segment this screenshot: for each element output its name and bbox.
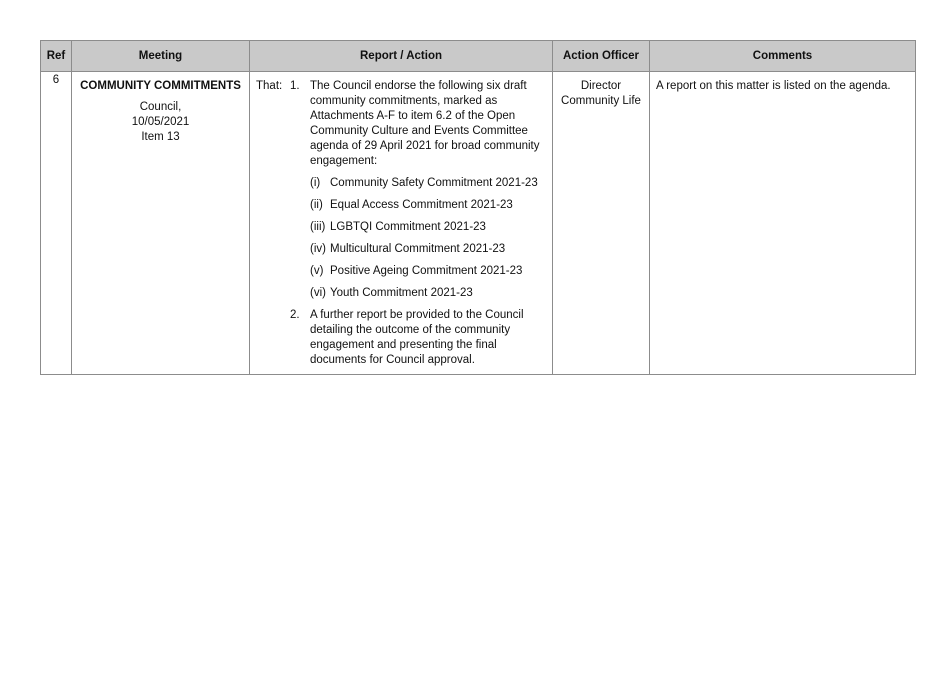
- sub-item-text: Youth Commitment 2021-23: [330, 287, 473, 299]
- sub-item-text: Equal Access Commitment 2021-23: [330, 199, 513, 211]
- officer-title: Director: [580, 80, 622, 92]
- sub-item: [310, 176, 546, 191]
- header-officer: Action Officer: [553, 41, 650, 72]
- item-text: The Council endorse the following six draft community commitments, marked as Attachments A-F to item 6.2 of the Open Community Culture and Events Committee agenda of 29 April 2021 for broad community engagement:: [310, 80, 540, 167]
- sub-item-number: (v): [310, 265, 324, 277]
- meeting-item: Item 13: [141, 131, 180, 143]
- ref-cell: 6: [41, 72, 72, 375]
- report-cell: [250, 72, 553, 375]
- item-number: 2.: [290, 309, 300, 321]
- meeting-body: Council,: [139, 101, 182, 113]
- sub-item-text: Positive Ageing Commitment 2021-23: [330, 265, 523, 277]
- item-number: 1.: [290, 80, 300, 92]
- sub-item-number: (iii): [310, 221, 326, 233]
- table-row: [41, 72, 916, 375]
- header-ref: Ref: [41, 41, 72, 72]
- header-report: Report / Action: [250, 41, 553, 72]
- sub-item-text: Multicultural Commitment 2021-23: [330, 243, 506, 255]
- sub-item-text: LGBTQI Commitment 2021-23: [330, 221, 486, 233]
- sub-item: [310, 198, 546, 213]
- meeting-date: 10/05/2021: [131, 116, 190, 128]
- sub-item: [310, 286, 546, 301]
- header-row: [41, 41, 916, 72]
- item-text: A further report be provided to the Council detailing the outcome of the community engagement and presenting the final documents for Council approval.: [310, 309, 524, 366]
- resolution-item-2: [256, 308, 546, 368]
- meeting-cell: [72, 72, 250, 375]
- sub-item-number: (vi): [310, 287, 326, 299]
- header-comments: Comments: [650, 41, 916, 72]
- header-meeting: Meeting: [72, 41, 250, 72]
- comments-cell: A report on this matter is listed on the agenda.: [650, 72, 916, 375]
- sub-item: [310, 220, 546, 235]
- sub-item-number: (ii): [310, 199, 323, 211]
- officer-unit: Community Life: [561, 95, 641, 107]
- sub-item: [310, 264, 546, 279]
- sub-item-text: Community Safety Commitment 2021-23: [330, 177, 538, 189]
- that-label: That:: [256, 80, 283, 92]
- resolution-item-1: [256, 79, 546, 169]
- sub-item-number: (i): [310, 177, 321, 189]
- officer-cell: [553, 72, 650, 375]
- sub-item: [310, 242, 546, 257]
- meeting-title: COMMUNITY COMMITMENTS: [80, 80, 241, 92]
- sub-item-number: (iv): [310, 243, 326, 255]
- action-table: [40, 40, 916, 375]
